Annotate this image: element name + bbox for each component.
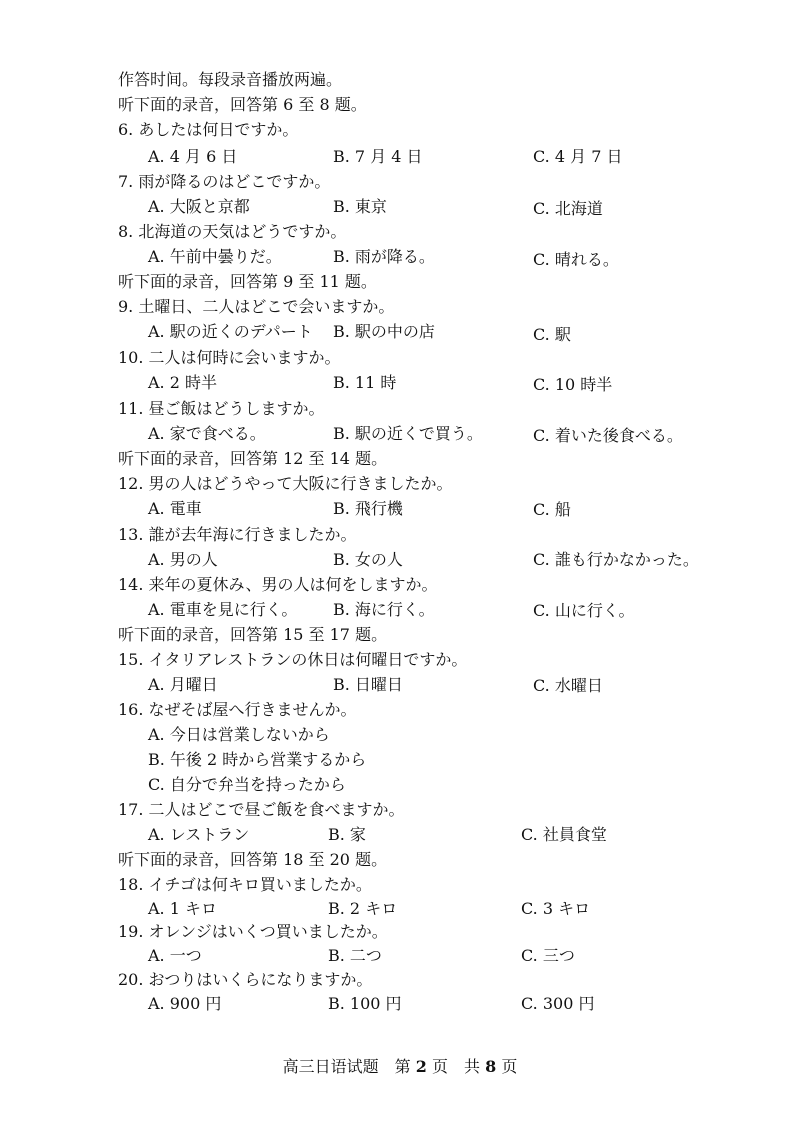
q17-option-c: C. 社員食堂: [521, 825, 607, 844]
footer-middle: 页 共: [431, 1057, 480, 1076]
q10-option-c: C. 10 時半: [533, 375, 613, 394]
q16-option-b: B. 午後 2 時から営業するから: [148, 750, 367, 769]
q12-option-a: A. 電車: [148, 499, 202, 518]
q6-option-b: B. 7 月 4 日: [333, 147, 423, 166]
section-heading: 听下面的录音，回答第 9 至 11 题。: [118, 272, 377, 291]
question-16: 16. なぜそば屋へ行きませんか。: [118, 700, 357, 719]
q19-option-c: C. 三つ: [521, 946, 575, 965]
q13-option-a: A. 男の人: [148, 550, 218, 569]
q15-option-b: B. 日曜日: [333, 675, 403, 694]
q16-option-c: C. 自分で弁当を持ったから: [148, 775, 346, 794]
q20-option-c: C. 300 円: [521, 994, 595, 1013]
q13-option-c: C. 誰も行かなかった。: [533, 550, 699, 569]
q12-option-b: B. 飛行機: [333, 499, 403, 518]
q14-option-c: C. 山に行く。: [533, 601, 635, 620]
q19-option-b: B. 二つ: [328, 946, 382, 965]
footer-suffix: 页: [501, 1057, 518, 1076]
question-6: 6. あしたは何日ですか。: [118, 120, 299, 139]
q15-option-a: A. 月曜日: [148, 675, 218, 694]
q11-option-c: C. 着いた後食べる。: [533, 426, 683, 445]
footer-prefix: 高三日语试题 第: [282, 1057, 411, 1076]
q10-option-a: A. 2 時半: [148, 373, 217, 392]
question-18: 18. イチゴは何キロ買いましたか。: [118, 875, 372, 894]
q18-option-c: C. 3 キロ: [521, 899, 591, 918]
question-15: 15. イタリアレストランの休日は何曜日ですか。: [118, 650, 468, 669]
question-14: 14. 来年の夏休み、男の人は何をしますか。: [118, 575, 438, 594]
q9-option-c: C. 駅: [533, 325, 571, 344]
instruction-line: 作答时间。每段录音播放两遍。: [118, 70, 343, 89]
question-12: 12. 男の人はどうやって大阪に行きましたか。: [118, 474, 453, 493]
footer-total-pages: 8: [485, 1057, 497, 1076]
q9-option-b: B. 駅の中の店: [333, 322, 435, 341]
q12-option-c: C. 船: [533, 500, 571, 519]
q18-option-a: A. 1 キロ: [148, 899, 217, 918]
q7-option-b: B. 東京: [333, 197, 387, 216]
q6-option-a: A. 4 月 6 日: [148, 147, 238, 166]
section-heading: 听下面的录音，回答第 18 至 20 题。: [118, 850, 388, 869]
question-8: 8. 北海道の天気はどうですか。: [118, 222, 347, 241]
q17-option-b: B. 家: [328, 825, 366, 844]
q13-option-b: B. 女の人: [333, 550, 403, 569]
question-11: 11. 昼ご飯はどうしますか。: [118, 399, 325, 418]
question-20: 20. おつりはいくらになりますか。: [118, 970, 373, 989]
page-footer: [0, 1055, 800, 1079]
q6-option-c: C. 4 月 7 日: [533, 147, 623, 166]
section-heading: 听下面的录音，回答第 15 至 17 题。: [118, 625, 388, 644]
q11-option-b: B. 駅の近くで買う。: [333, 424, 483, 443]
q17-option-a: A. レストラン: [148, 825, 250, 844]
q11-option-a: A. 家で食べる。: [148, 424, 266, 443]
q20-option-b: B. 100 円: [328, 994, 402, 1013]
q16-option-a: A. 今日は営業しないから: [148, 725, 330, 744]
q14-option-b: B. 海に行く。: [333, 600, 435, 619]
q8-option-b: B. 雨が降る。: [333, 247, 435, 266]
q8-option-c: C. 晴れる。: [533, 250, 619, 269]
question-7: 7. 雨が降るのはどこですか。: [118, 172, 331, 191]
q18-option-b: B. 2 キロ: [328, 899, 398, 918]
section-heading: 听下面的录音，回答第 6 至 8 题。: [118, 95, 367, 114]
q7-option-a: A. 大阪と京都: [148, 197, 250, 216]
q10-option-b: B. 11 時: [333, 373, 397, 392]
q15-option-c: C. 水曜日: [533, 676, 603, 695]
footer-page-number: 2: [415, 1057, 427, 1076]
question-9: 9. 土曜日、二人はどこで会いますか。: [118, 297, 395, 316]
q8-option-a: A. 午前中曇りだ。: [148, 247, 282, 266]
question-10: 10. 二人は何時に会いますか。: [118, 348, 341, 367]
question-19: 19. オレンジはいくつ買いましたか。: [118, 922, 388, 941]
q7-option-c: C. 北海道: [533, 199, 603, 218]
question-17: 17. 二人はどこで昼ご飯を食べますか。: [118, 800, 405, 819]
section-heading: 听下面的录音，回答第 12 至 14 题。: [118, 449, 388, 468]
q19-option-a: A. 一つ: [148, 946, 202, 965]
q20-option-a: A. 900 円: [148, 994, 222, 1013]
q14-option-a: A. 電車を見に行く。: [148, 600, 298, 619]
q9-option-a: A. 駅の近くのデパート: [148, 322, 313, 341]
question-13: 13. 誰が去年海に行きましたか。: [118, 525, 357, 544]
